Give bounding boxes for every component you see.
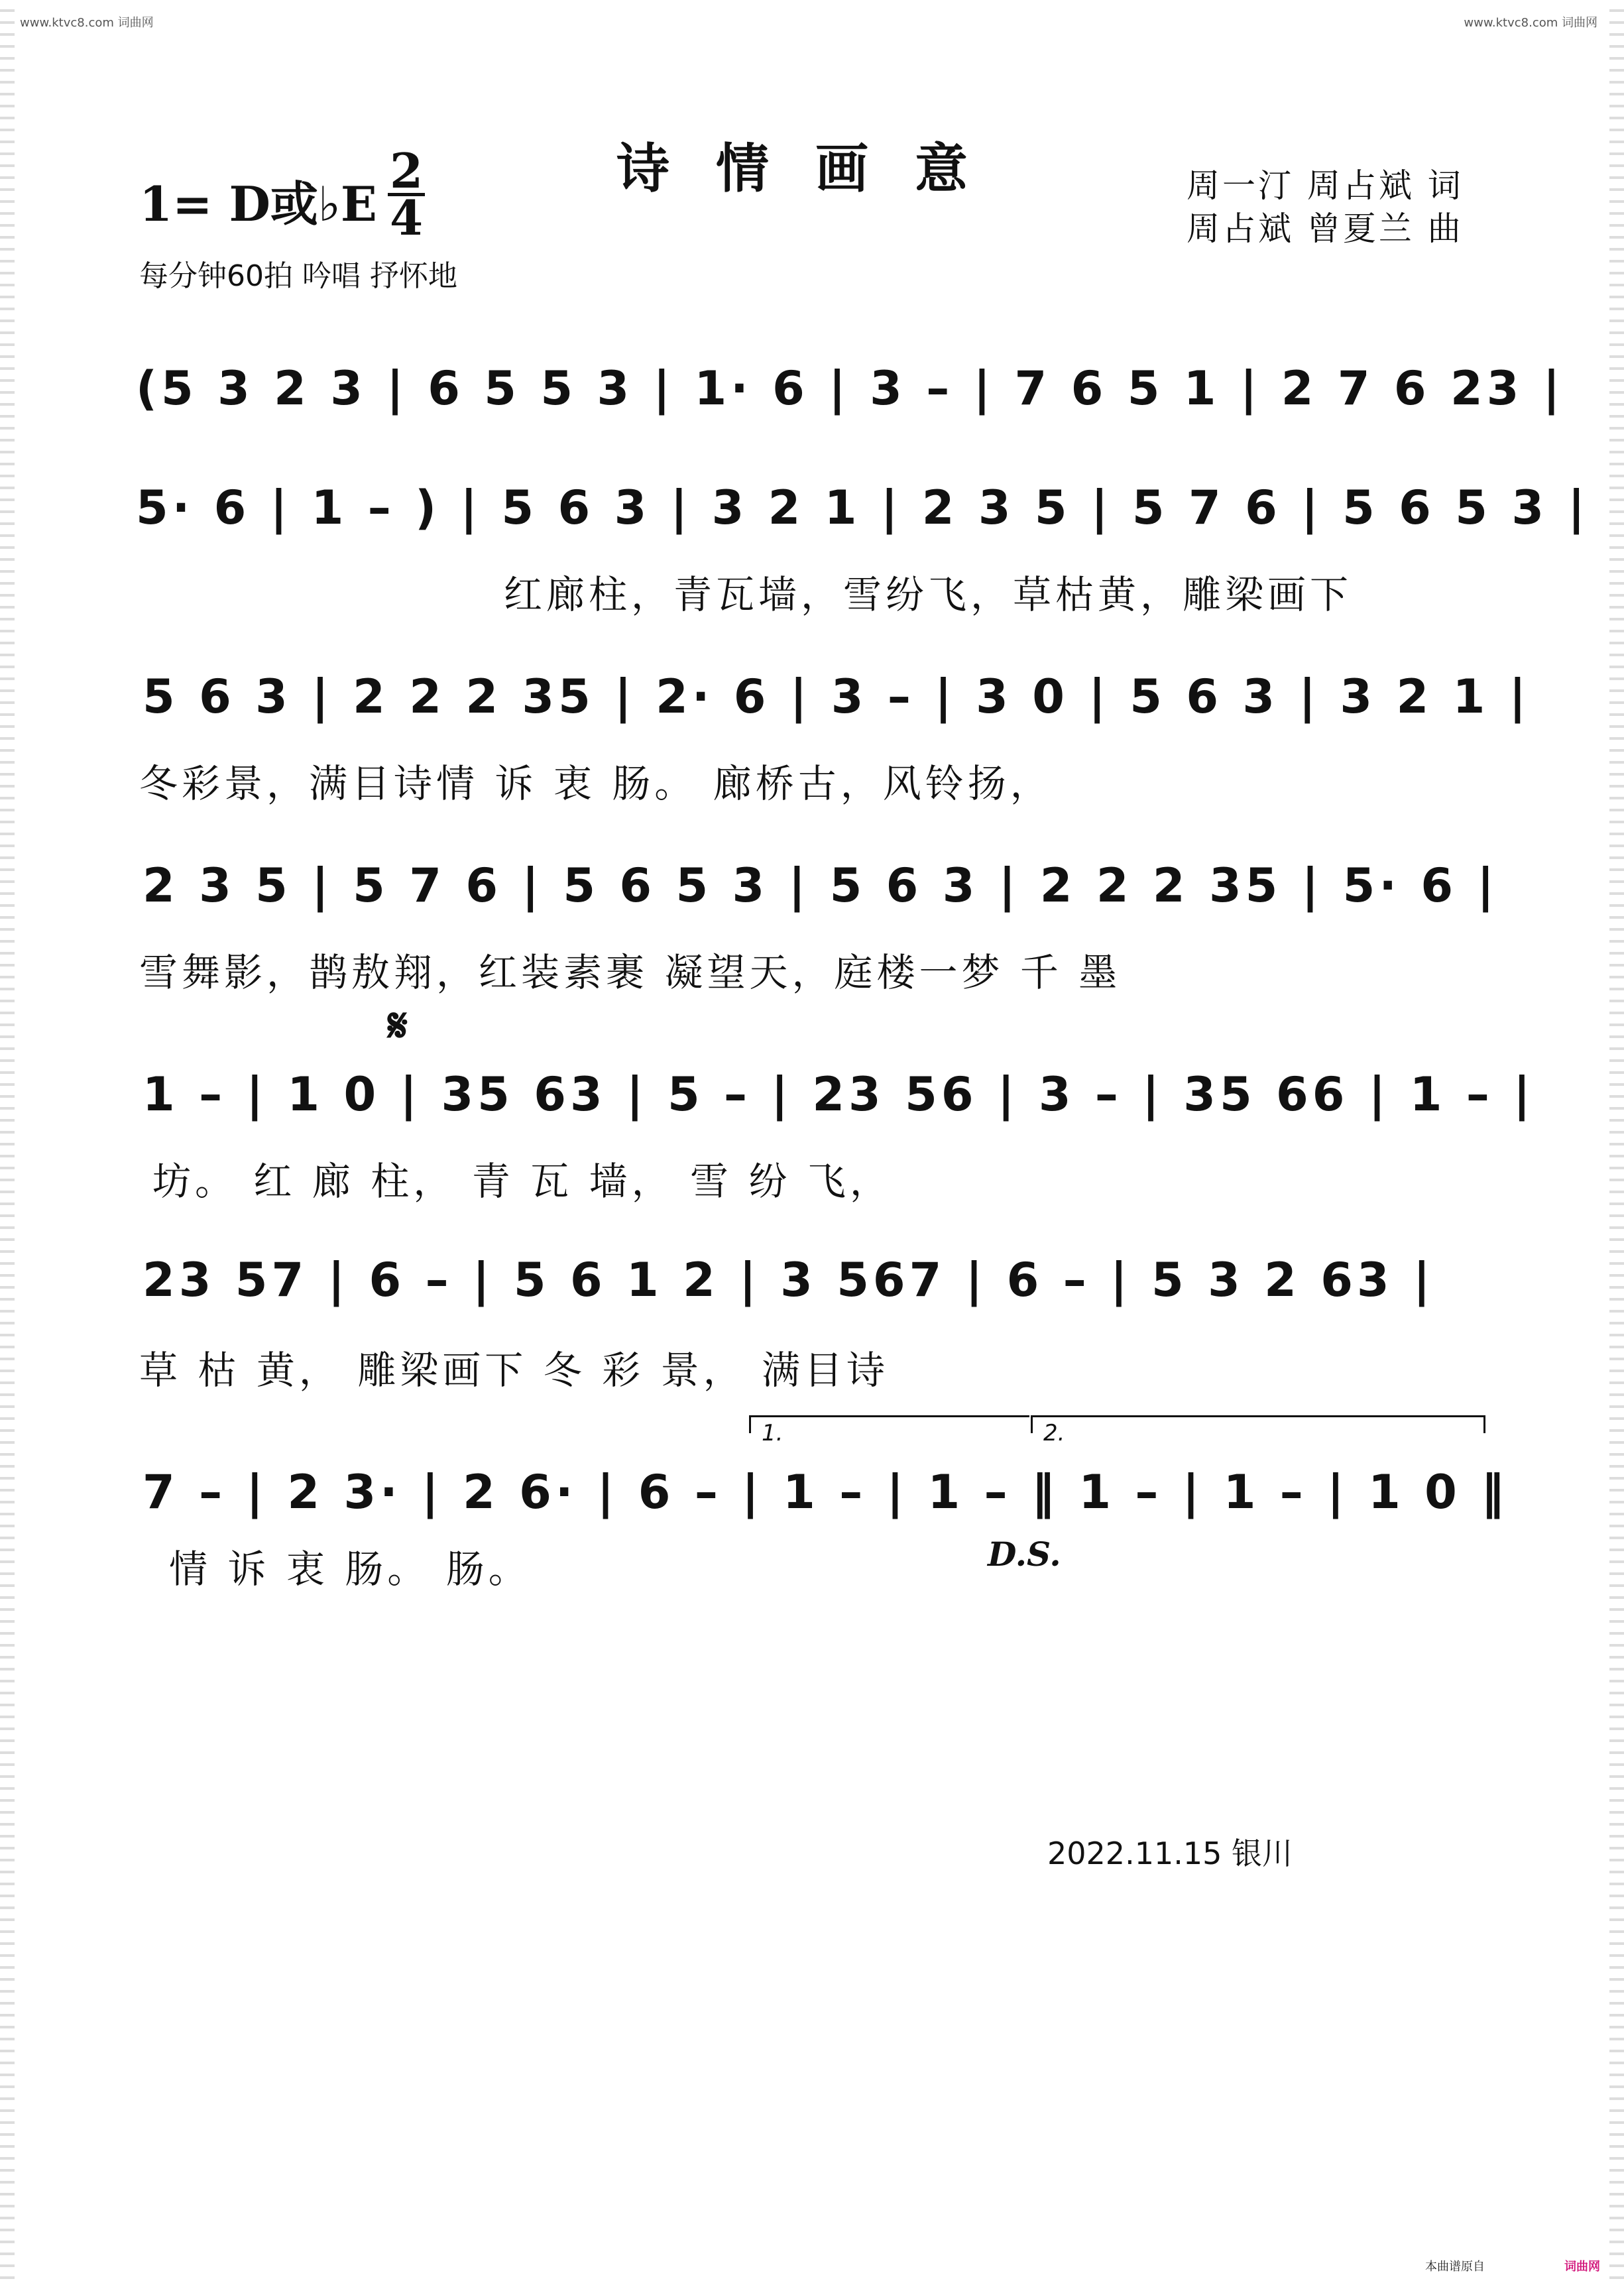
score-line-3-notes: 5 6 3 | 2 2 2 35 | 2· 6 | 3 – | 3 0 | 5 6 3 | 3 2 1 | [143,670,1531,724]
score-line-1-notes: (5 3 2 3 | 6 5 5 3 | 1· 6 | 3 – | 7 6 5 1 | 2 7 6 23 | [136,361,1564,416]
top-right-watermark: www.ktvc8.com 词曲网 [1464,16,1597,30]
key-signature: 1= D或♭E [139,176,377,232]
score-line-3-lyrics: 冬彩景，满目诗情 诉 衷 肠。 廊桥古，风铃扬， [139,761,1053,806]
score-line-5-notes: 1 – | 1 0 | 35 63 | 5 – | 23 56 | 3 – | 35 66 | 1 – | [143,1067,1535,1122]
score-line-2-notes: 5· 6 | 1 – ) | 5 6 3 | 3 2 1 | 2 3 5 | 5 7 6 | 5 6 5 3 | [136,481,1589,535]
score-line-7-lyrics: 情 诉 衷 肠。 肠。 [169,1547,531,1592]
score-line-4-notes: 2 3 5 | 5 7 6 | 5 6 5 3 | 5 6 3 | 2 2 2 35 | 5· 6 | [143,858,1498,913]
score-line-2-lyrics: 红廊柱，青瓦墙，雪纷飞，草枯黄，雕梁画下 [504,572,1353,617]
score-line-7-notes: 7 – | 2 3· | 2 6· | 6 – | 1 – | 1 – ‖ 1 – | 1 – | 1 0 ‖ [143,1465,1509,1519]
tempo-marking: 每分钟60拍 吟唱 抒怀地 [139,259,457,293]
volta-2: 2. [1031,1415,1485,1433]
date-location: 2022.11.15 银川 [1047,1836,1293,1871]
time-signature: 2 4 [388,149,425,240]
score-line-6-notes: 23 57 | 6 – | 5 6 1 2 | 3 567 | 6 – | 5 3 2 63 | [143,1253,1434,1307]
footer-brand: 词曲网 [1564,2260,1600,2274]
segno-sign: 𝄋 [388,998,408,1053]
composer: 周占斌 曾夏兰 曲 [1187,209,1464,248]
score-line-5-lyrics: 坊。 红 廊 柱， 青 瓦 墙， 雪 纷 飞， [152,1159,892,1204]
volta-1: 1. [749,1415,1029,1433]
top-left-watermark: www.ktvc8.com 词曲网 [20,16,154,30]
right-border [1609,0,1624,2283]
score-line-6-lyrics: 草 枯 黄， 雕梁画下 冬 彩 景， 满目诗 [139,1348,890,1393]
lyricist: 周一汀 周占斌 词 [1187,166,1464,205]
left-border [0,0,15,2283]
page-title: 诗情画意 [616,137,1014,200]
dal-segno: D.S. [988,1535,1061,1574]
footer-source-text: 本曲谱原自 [1425,2260,1485,2274]
score-line-4-lyrics: 雪舞影，鹊敖翔，红装素裹 凝望天，庭楼一梦 千 墨 [139,950,1122,995]
